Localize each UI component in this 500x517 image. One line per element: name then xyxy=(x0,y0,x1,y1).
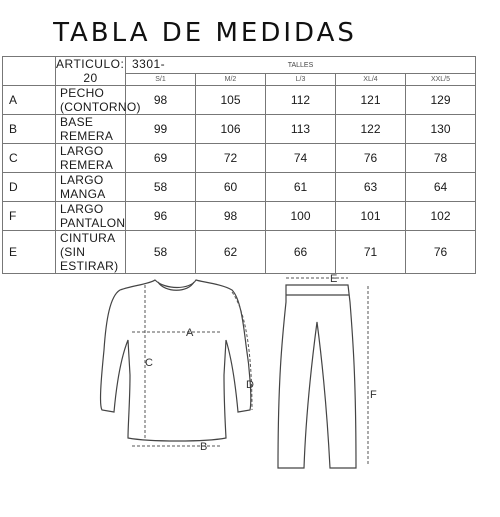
measure-name: LARGO MANGA xyxy=(56,173,126,202)
size-table xyxy=(2,56,476,274)
size-header: S/1 xyxy=(126,74,196,86)
label-f: F xyxy=(370,389,377,401)
measure-name: PECHO (CONTORNO) xyxy=(56,86,126,115)
measure-value: 112 xyxy=(266,86,336,115)
article-label: ARTICULO: xyxy=(56,57,125,71)
measure-value: 62 xyxy=(196,231,266,274)
measure-value: 64 xyxy=(406,173,476,202)
measure-code: C xyxy=(3,144,56,173)
measure-value: 78 xyxy=(406,144,476,173)
measure-value: 72 xyxy=(196,144,266,173)
measure-value: 61 xyxy=(266,173,336,202)
measure-value: 130 xyxy=(406,115,476,144)
measure-value: 76 xyxy=(406,231,476,274)
measure-value: 58 xyxy=(126,173,196,202)
article-code: 3301-20 xyxy=(83,57,166,85)
label-e: E xyxy=(330,273,338,285)
measure-value: 101 xyxy=(336,202,406,231)
measure-value: 99 xyxy=(126,115,196,144)
measure-value: 74 xyxy=(266,144,336,173)
measure-value: 71 xyxy=(336,231,406,274)
page-title: TABLA DE MEDIDAS xyxy=(53,18,357,48)
table-row xyxy=(3,115,476,144)
measure-value: 66 xyxy=(266,231,336,274)
size-header: M/2 xyxy=(196,74,266,86)
measure-value: 69 xyxy=(126,144,196,173)
table-row xyxy=(3,86,476,115)
measure-code: F xyxy=(3,202,56,231)
label-c: C xyxy=(145,357,153,369)
size-header: XL/4 xyxy=(336,74,406,86)
measure-name: CINTURA (SIN ESTIRAR) xyxy=(56,231,126,274)
measure-value: 98 xyxy=(126,86,196,115)
measure-value: 58 xyxy=(126,231,196,274)
talles-label: TALLES xyxy=(126,57,476,74)
measure-value: 106 xyxy=(196,115,266,144)
measure-name: LARGO REMERA xyxy=(56,144,126,173)
measure-code: D xyxy=(3,173,56,202)
measure-value: 113 xyxy=(266,115,336,144)
label-b: B xyxy=(200,441,208,453)
measure-value: 63 xyxy=(336,173,406,202)
measure-value: 76 xyxy=(336,144,406,173)
measure-code: A xyxy=(3,86,56,115)
garment-diagram xyxy=(0,250,500,517)
measure-value: 98 xyxy=(196,202,266,231)
measure-code: E xyxy=(3,231,56,274)
measure-name: LARGO PANTALON xyxy=(56,202,126,231)
size-header: XXL/5 xyxy=(406,74,476,86)
measure-code: B xyxy=(3,115,56,144)
table-row xyxy=(3,173,476,202)
table-header-row xyxy=(3,57,476,74)
measure-value: 60 xyxy=(196,173,266,202)
measure-value: 100 xyxy=(266,202,336,231)
shirt-outline xyxy=(101,280,251,441)
measure-value: 96 xyxy=(126,202,196,231)
table-row xyxy=(3,144,476,173)
size-header: L/3 xyxy=(266,74,336,86)
measure-name: BASE REMERA xyxy=(56,115,126,144)
label-a: A xyxy=(186,327,194,339)
pants-outline xyxy=(278,285,356,468)
measure-value: 105 xyxy=(196,86,266,115)
measure-value: 121 xyxy=(336,86,406,115)
measure-value: 129 xyxy=(406,86,476,115)
measure-value: 122 xyxy=(336,115,406,144)
header-blank xyxy=(3,57,56,86)
table-row xyxy=(3,202,476,231)
label-d: D xyxy=(246,379,254,391)
measure-value: 102 xyxy=(406,202,476,231)
